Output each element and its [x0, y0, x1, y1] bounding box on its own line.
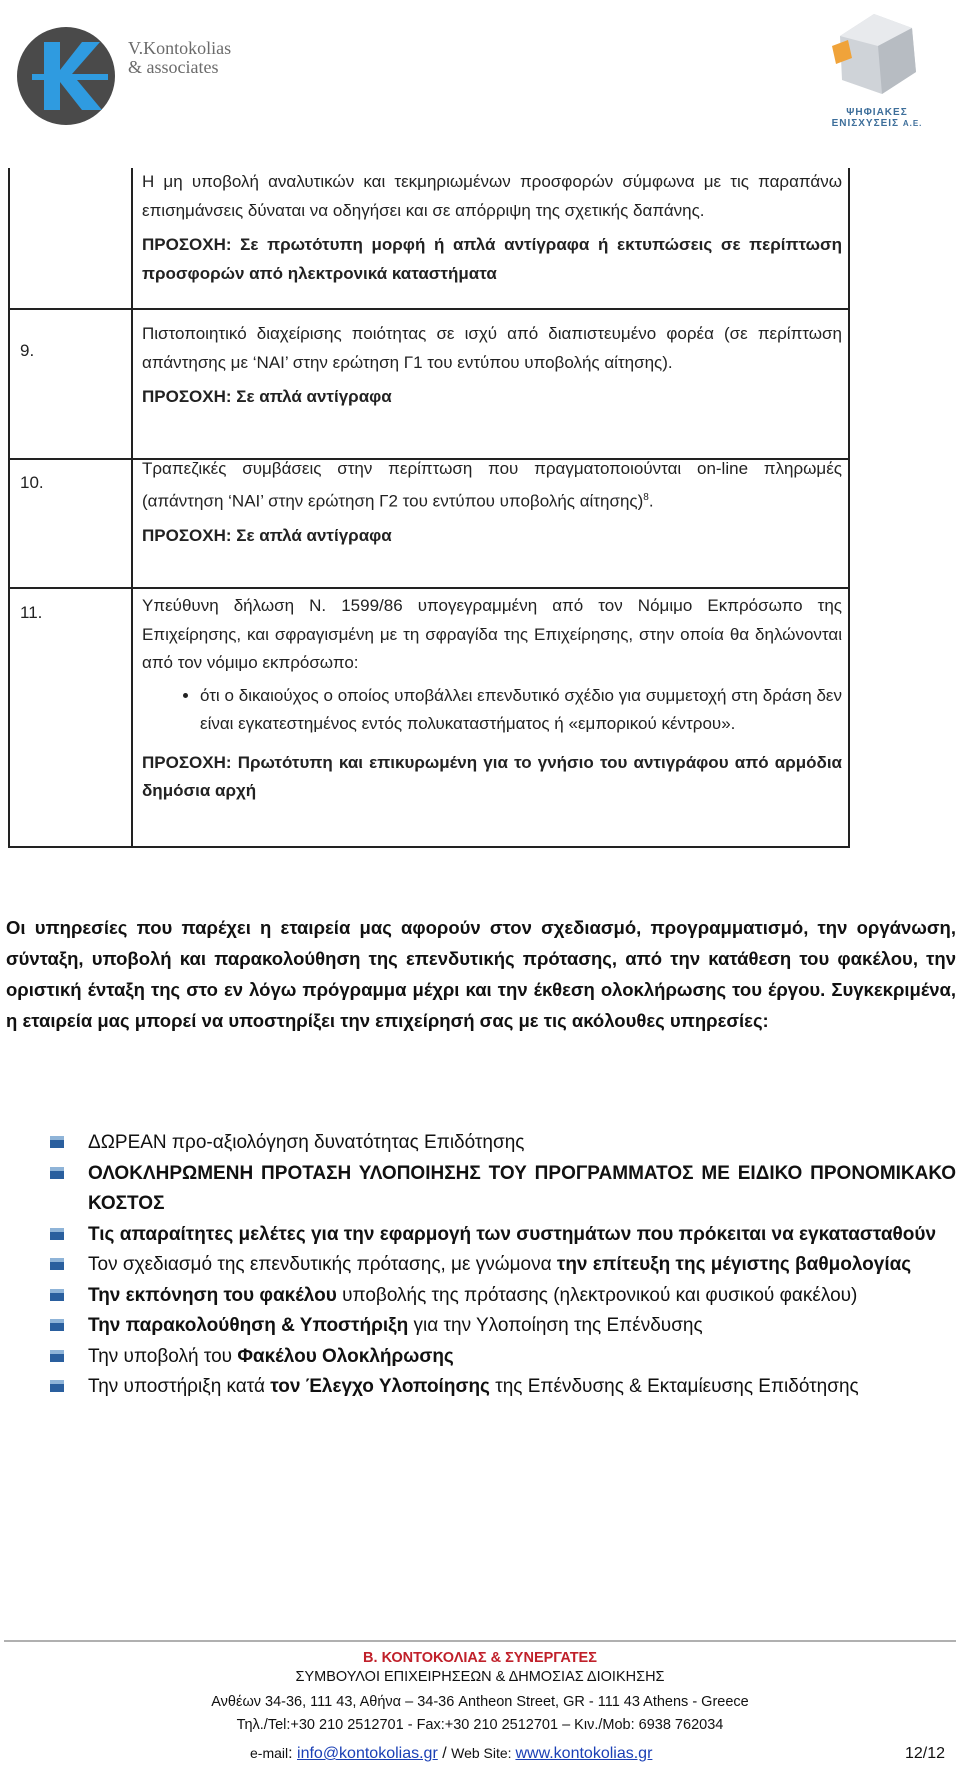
- service-text-bold: Την εκπόνηση του φακέλου: [88, 1284, 337, 1306]
- row-text-wrapper: [142, 455, 842, 516]
- cube-logo-icon: [812, 6, 940, 106]
- table-row-9: [142, 320, 842, 412]
- square-bullet-icon: [50, 1136, 64, 1148]
- square-bullet-icon: [50, 1228, 64, 1240]
- service-text: Τον σχεδιασμό της επενδυτικής πρότασης, με γνώμονα: [88, 1254, 557, 1275]
- service-item: [48, 1311, 956, 1342]
- square-bullet-icon: [50, 1380, 64, 1392]
- service-item: [48, 1220, 956, 1251]
- service-text-bold: Την παρακολούθηση & Υποστήριξη: [88, 1315, 409, 1336]
- service-text-bold: Φακέλου Ολοκλήρωσης: [237, 1345, 454, 1367]
- table-row-11: [142, 592, 842, 806]
- footer-phones: Τηλ./Tel:+30 210 2512701 - Fax:+30 210 2512701 – Κιν./Mob: 6938 762034: [236, 1717, 724, 1733]
- square-bullet-icon: [50, 1167, 64, 1179]
- service-item: [48, 1342, 956, 1373]
- table-border-right: [848, 168, 850, 848]
- service-text: για την Υλοποίηση της Επένδυσης: [408, 1315, 703, 1336]
- caption-word: ΕΝΙΣΧΥΣΕΙΣ: [831, 118, 900, 129]
- square-bullet-icon: [50, 1258, 64, 1270]
- table-row-continued: [142, 168, 842, 288]
- service-text: της Επένδυσης & Εκταμίευσης Επιδότησης: [489, 1376, 859, 1397]
- footer-separator: /: [437, 1745, 452, 1762]
- service-text: Την υποβολή του: [88, 1345, 238, 1367]
- table-row-divider: [8, 846, 850, 848]
- footer-address: Ανθέων 34-36, 111 43, Αθήνα – 34-36 Antheon Street, GR - 111 43 Athens - Greece: [211, 1694, 749, 1710]
- footer-company: Β. ΚΟΝΤΟΚΟΛΙΑΣ & ΣΥΝΕΡΓΑΤΕΣ: [363, 1650, 597, 1666]
- page-number: 12/12: [905, 1745, 946, 1762]
- brand-subtitle: & associates: [128, 57, 219, 77]
- row-warning: ΠΡΟΣΟΧΗ: Σε απλά αντίγραφα: [142, 525, 392, 545]
- row-text-end: .: [648, 491, 654, 511]
- caption-suffix: Α.Ε.: [902, 119, 923, 128]
- row-text: Υπεύθυνη δήλωση Ν. 1599/86 υπογεγραμμένη από τον Νόμιμο Εκπρόσωπο της Επιχείρησης, και σφραγισμένη με τη σφραγίδα της Επιχείρησης, στην οποία θα δηλώνονται από τον νόμιμο εκπρόσωπο:: [142, 596, 842, 672]
- email-colon: :: [288, 1745, 298, 1762]
- documents-table: [8, 168, 850, 848]
- footer-description: ΣΥΜΒΟΥΛΟΙ ΕΠΙΧΕΙΡΗΣΕΩΝ & ΔΗΜΟΣΙΑΣ ΔΙΟΙΚΗΣΗΣ: [295, 1669, 665, 1685]
- footer-divider: [4, 1640, 956, 1642]
- table-row-10: [142, 455, 842, 550]
- service-text-bold: τον Έλεγχο Υλοποίησης: [270, 1376, 490, 1397]
- row-text: Η μη υποβολή αναλυτικών και τεκμηριωμένων προσφορών σύμφωνα με τις παραπάνω επισημάνσεις δύναται να οδηγήσει και σε απόρριψη της σχετικής δαπάνης.: [142, 172, 842, 220]
- square-bullet-icon: [50, 1350, 64, 1362]
- row-number: 9.: [20, 341, 35, 360]
- row-number: 10.: [20, 473, 44, 492]
- service-text: ΟΛΟΚΛΗΡΩΜΕΝΗ ΠΡΟΤΑΣΗ ΥΛΟΠΟΙΗΣΗΣ ΤΟΥ ΠΡΟΓΡΑΜΜΑΤΟΣ ΜΕ ΕΙΔΙΚΟ ΠΡΟΝΟΜΙΚΑΚΟ ΚΟΣΤΟΣ: [88, 1162, 956, 1214]
- service-item: [48, 1159, 956, 1220]
- table-border-middle: [131, 168, 133, 848]
- service-item: [48, 1372, 956, 1403]
- row-bullet-list: [142, 682, 842, 739]
- service-text: ΔΩΡΕΑΝ προ-αξιολόγηση δυνατότητας Επιδότησης: [88, 1132, 525, 1153]
- table-row-divider: [8, 308, 850, 310]
- service-text: Την υποστήριξη κατά: [88, 1376, 271, 1397]
- row-warning: ΠΡΟΣΟΧΗ: Πρωτότυπη και επικυρωμένη για το γνήσιο του αντιγράφου από αρμόδια δημόσια αρχή: [142, 752, 842, 800]
- service-text-bold: την επίτευξη της μέγιστης βαθμολογίας: [556, 1254, 912, 1275]
- service-text: υποβολής της πρότασης (ηλεκτρονικού και φυσικού φακέλου): [336, 1284, 858, 1306]
- footer-contact: [250, 1745, 652, 1763]
- square-bullet-icon: [50, 1289, 64, 1301]
- brand-name: V.Kontokolias: [128, 38, 232, 58]
- caption-line-1: ΨΗΦΙΑΚΕΣ: [846, 107, 908, 118]
- digital-grants-caption: [818, 107, 936, 129]
- email-link[interactable]: info@kontokolias.gr: [297, 1745, 438, 1762]
- services-intro: Οι υπηρεσίες που παρέχει η εταιρεία μας αφορούν στον σχεδιασμό, προγραμματισμό, την οργάνωση, σύνταξη, υποβολή και παρακολούθηση της επενδυτικής πρότασης, από την κατάθεση του φακέλου, την οριστική ένταξη της στο εν λόγω πρόγραμμα μέχρι και την έκθεση ολοκλήρωσης του έργου. Συγκεκριμένα, η εταιρεία μας μπορεί να υποστηρίξει την επιχείρησή σας με τις ακόλουθες υπηρεσίες:: [6, 917, 956, 1031]
- row-bullet: • ότι ο δικαιούχος ο οποίος υποβάλλει επενδυτικό σχέδιο για συμμετοχή στη δράση δεν είναι εγκατεστημένος εντός πολυκαταστήματος ή «εμπορικού κέντρου».: [200, 682, 842, 739]
- email-label: e-mail: [250, 1745, 289, 1761]
- services-list: [48, 1128, 956, 1403]
- caption-line-2: [818, 118, 936, 129]
- service-text: Τις απαραίτητες μελέτες για την εφαρμογή των συστημάτων που πρόκειται να εγκατασταθούν: [88, 1223, 937, 1245]
- row-warning: ΠΡΟΣΟΧΗ: Σε πρωτότυπη μορφή ή απλά αντίγραφα ή εκτυπώσεις σε περίπτωση προσφορών από ηλεκτρονικά καταστήματα: [142, 235, 842, 283]
- website-link[interactable]: www.kontokolias.gr: [515, 1745, 653, 1762]
- k-logo-icon: [12, 22, 132, 127]
- row-warning: ΠΡΟΣΟΧΗ: Σε απλά αντίγραφα: [142, 387, 392, 406]
- table-border-left: [8, 168, 10, 848]
- table-row-divider: [8, 587, 850, 589]
- row-number: 11.: [20, 603, 43, 622]
- row-text: Τραπεζικές συμβάσεις στην περίπτωση που πραγματοποιούνται on-line πληρωμές (απάντηση ‘ΝΑΙ’ στην ερώτηση Γ2 του εντύπου υποβολής αίτησης): [142, 459, 842, 511]
- footnote-ref: 8: [643, 491, 649, 503]
- square-bullet-icon: [50, 1319, 64, 1331]
- service-item: [48, 1128, 956, 1159]
- service-item: [48, 1281, 956, 1312]
- web-label: Web Site:: [451, 1745, 516, 1761]
- service-item: [48, 1250, 956, 1281]
- row-text: Πιστοποιητικό διαχείρισης ποιότητας σε ισχύ από διαπιστευμένο φορέα (σε περίπτωση απάντησης με ‘ΝΑΙ’ στην ερώτηση Γ1 του εντύπου υποβολής αίτησης).: [142, 324, 842, 372]
